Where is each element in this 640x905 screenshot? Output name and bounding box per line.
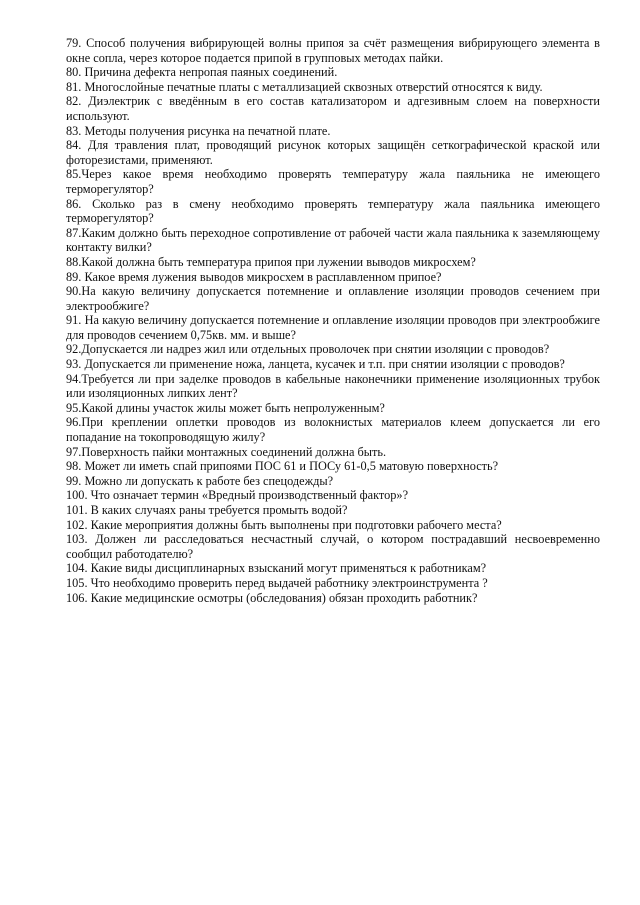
question-97: 97.Поверхность пайки монтажных соединений должна быть. [66, 444, 387, 459]
question-105: 105. Что необходимо проверить перед выдачей работнику электроинструмента ? [66, 575, 488, 590]
question-104: 104. Какие виды дисциплинарных взысканий могут применяться к работникам? [66, 561, 487, 576]
question-91: 91. На какую величину допускается потемнение и оплавление изоляции проводов при электрообжиге для проводов сечением 0,75кв. мм. и выше? [66, 313, 600, 342]
question-102: 102. Какие мероприятия должны быть выполнены при подготовки рабочего места? [66, 517, 502, 532]
question-88: 88.Какой должна быть температура припоя при лужении выводов микросхем? [66, 254, 476, 269]
question-101: 101. В каких случаях раны требуется промыть водой? [66, 503, 348, 517]
question-79: 79. Способ получения вибрирующей волны припоя за счёт размещения вибрирующего элемента в окне сопла, через которое подается припой в групповых методах пайки. [66, 36, 600, 65]
question-96: 96.При креплении оплетки проводов из волокнистых материалов клеем допускается ли его попадание на токопроводящую жилу? [66, 415, 600, 445]
question-100: 100. Что означает термин «Вредный производственный фактор»? [66, 488, 409, 503]
question-list [66, 36, 600, 605]
question-94: 94.Требуется ли при заделке проводов в кабельные наконечники применение изоляционных трубок или изоляционных липких лент? [66, 371, 600, 401]
question-99: 99. Можно ли допускать к работе без спецодежды? [66, 473, 334, 488]
question-95: 95.Какой длины участок жилы может быть непролуженным? [66, 400, 385, 415]
question-93: 93. Допускается ли применение ножа, ланцета, кусачек и т.п. при снятии изоляции с проводов? [66, 357, 565, 372]
question-92: 92.Допускается ли надрез жил или отдельных проволочек при снятии изоляции с проводов? [66, 342, 550, 357]
question-87: 87.Каким должно быть переходное сопротивление от рабочей части жала паяльника к заземляющему контакту вилки? [66, 225, 600, 255]
question-84: 84. Для травления плат, проводящий рисунок которых защищён сеткографической краской или фоторезистами, применяют. [66, 138, 600, 167]
question-103: 103. Должен ли расследоваться несчастный случай, о котором пострадавший несвоевременно сообщил работодателю? [66, 532, 600, 561]
question-106: 106. Какие медицинские осмотры (обследования) обязан проходить работник? [66, 590, 478, 605]
question-98: 98. Может ли иметь спай припоями ПОС 61 и ПОСу 61-0,5 матовую поверхность? [66, 459, 499, 474]
question-82: 82. Диэлектрик с введённым в его состав катализатором и адгезивным слоем на поверхности используют. [66, 94, 600, 123]
question-90: 90.На какую величину допускается потемнение и оплавление изоляции проводов сечением при электрообжиге? [66, 284, 600, 313]
question-86: 86. Сколько раз в смену необходимо проверять температуру жала паяльника имеющего терморегулятор? [66, 196, 600, 226]
question-89: 89. Какое время лужения выводов микросхем в расплавленном припое? [66, 269, 442, 284]
question-80: 80. Причина дефекта непропая паяных соединений. [66, 65, 338, 80]
question-85: 85.Через какое время необходимо проверять температуру жала паяльника не имеющего терморегулятор? [66, 167, 600, 196]
question-81: 81. Многослойные печатные платы с металлизацией сквозных отверстий относятся к виду. [66, 79, 543, 94]
question-83: 83. Методы получения рисунка на печатной плате. [66, 123, 331, 138]
